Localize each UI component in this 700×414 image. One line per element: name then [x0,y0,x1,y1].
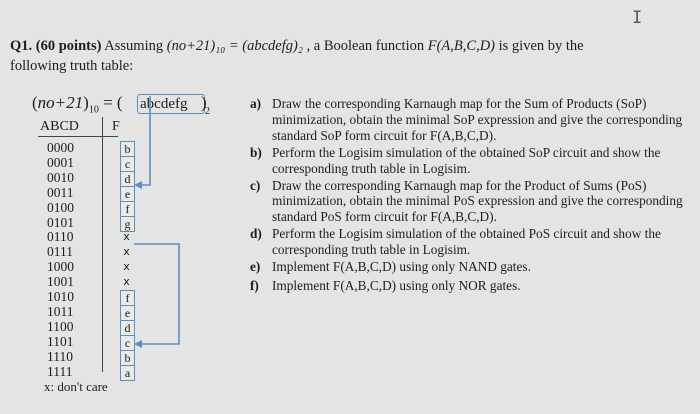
equation-left: $(no+21)_{10}$ = ( [32,93,123,116]
task-label: d) [250,226,262,242]
equation-right-sub: 2 [205,106,210,117]
table-header-inputs: ABCD [40,119,79,134]
table-row-output-boxed: a [120,365,135,381]
table-row-inputs: 1011 [47,304,74,319]
table-row-inputs: 0010 [47,170,74,185]
annotation-arrow-2 [134,340,142,348]
task-label: f) [250,277,259,293]
text-cursor-icon: I [632,8,643,28]
table-row-output-dont-care: x [123,230,130,243]
table-row-inputs: 0100 [47,200,74,215]
task-label: a) [250,96,262,111]
equation-left-expr: no+21 [37,93,84,112]
task-item [250,178,700,226]
table-row-output-dont-care: x [123,260,130,273]
table-row-inputs: 1001 [47,274,74,289]
table-row-output-boxed: e [120,186,135,202]
equation-close-paren: ) [201,93,207,112]
task-list [250,96,700,294]
table-row-inputs: 1100 [47,319,74,334]
table-row-output-boxed: c [120,335,135,351]
task-text: Perform the Logisim simulation of the obtained SoP circuit and show the corresponding truth table in Logisim. [272,144,661,176]
table-row-inputs: 0011 [47,185,74,200]
equation-left-sub: 10 [88,104,99,116]
table-row-inputs: 0000 [47,140,74,155]
question-expression: (no+21)₁₀ = (abcdefg)₂ , [166,38,311,54]
task-item [250,226,700,258]
table-header-output: F [112,119,120,134]
task-text: Draw the corresponding Karnaugh map for the Sum of Products (SoP) minimization, obtain the minimal SoP expression and give the corresponding standard SoP form circuit for F(A,B,C,D). [272,96,683,143]
table-row-inputs: 1010 [47,289,74,304]
annotation-box-bottom [134,244,179,344]
table-row-output-boxed: d [120,320,135,336]
annotation-box-top [140,96,150,185]
task-item [250,145,700,177]
task-text: Draw the corresponding Karnaugh map for the Product of Sums (PoS) minimization, obtain the minimal PoS expression and give the corresponding standard PoS form circuit for F(A,B,C,D). [272,177,683,225]
question-text-1: Assuming [104,38,164,54]
equation-equals: = [103,93,113,112]
table-row-output-boxed: g [120,216,135,232]
task-text: Implement F(A,B,C,D) using only NAND gates. [272,259,531,275]
question-line-2: following truth table: [10,58,134,74]
table-row-inputs: 0111 [47,244,73,259]
table-row-output-boxed: b [120,141,135,157]
task-label: c) [250,177,261,193]
dont-care-footnote: x: don't care [44,379,108,394]
question-points: (60 points) [35,38,102,54]
table-row-inputs: 0101 [47,215,74,230]
table-row-output-boxed: d [120,171,135,187]
table-row-output-boxed: f [120,201,135,217]
question-text-3: is given by the [498,38,584,54]
table-row-inputs: 1000 [47,259,74,274]
task-label: b) [250,144,262,160]
table-row-inputs: 0110 [47,229,74,244]
question-function: F(A,B,C,D) [427,38,495,54]
task-item [250,259,700,275]
table-row-output-dont-care: x [123,245,130,258]
table-row-inputs: 1101 [47,334,74,349]
table-row-output-boxed: f [120,290,135,306]
table-row-inputs: 1110 [47,349,73,364]
table-row-output-boxed: c [120,156,135,172]
task-text: Perform the Logisim simulation of the obtained PoS circuit and show the corresponding truth table in Logisim. [272,226,661,258]
task-item [250,96,700,144]
question-text-2: a Boolean function [313,38,425,54]
table-row-output-boxed: b [120,350,135,366]
annotation-arrow-1 [134,181,142,189]
table-row-inputs: 0001 [47,155,74,170]
task-label: e) [250,259,261,275]
table-row-output-dont-care: x [123,275,130,288]
task-item [250,278,700,294]
task-text: Implement F(A,B,C,D) using only NOR gates. [272,277,521,293]
table-row-output-boxed: e [120,305,135,321]
table-row-inputs: 1111 [47,364,73,379]
equation-boxed-digits: abcdefg [137,94,205,114]
question-number: Q1. [10,38,33,54]
